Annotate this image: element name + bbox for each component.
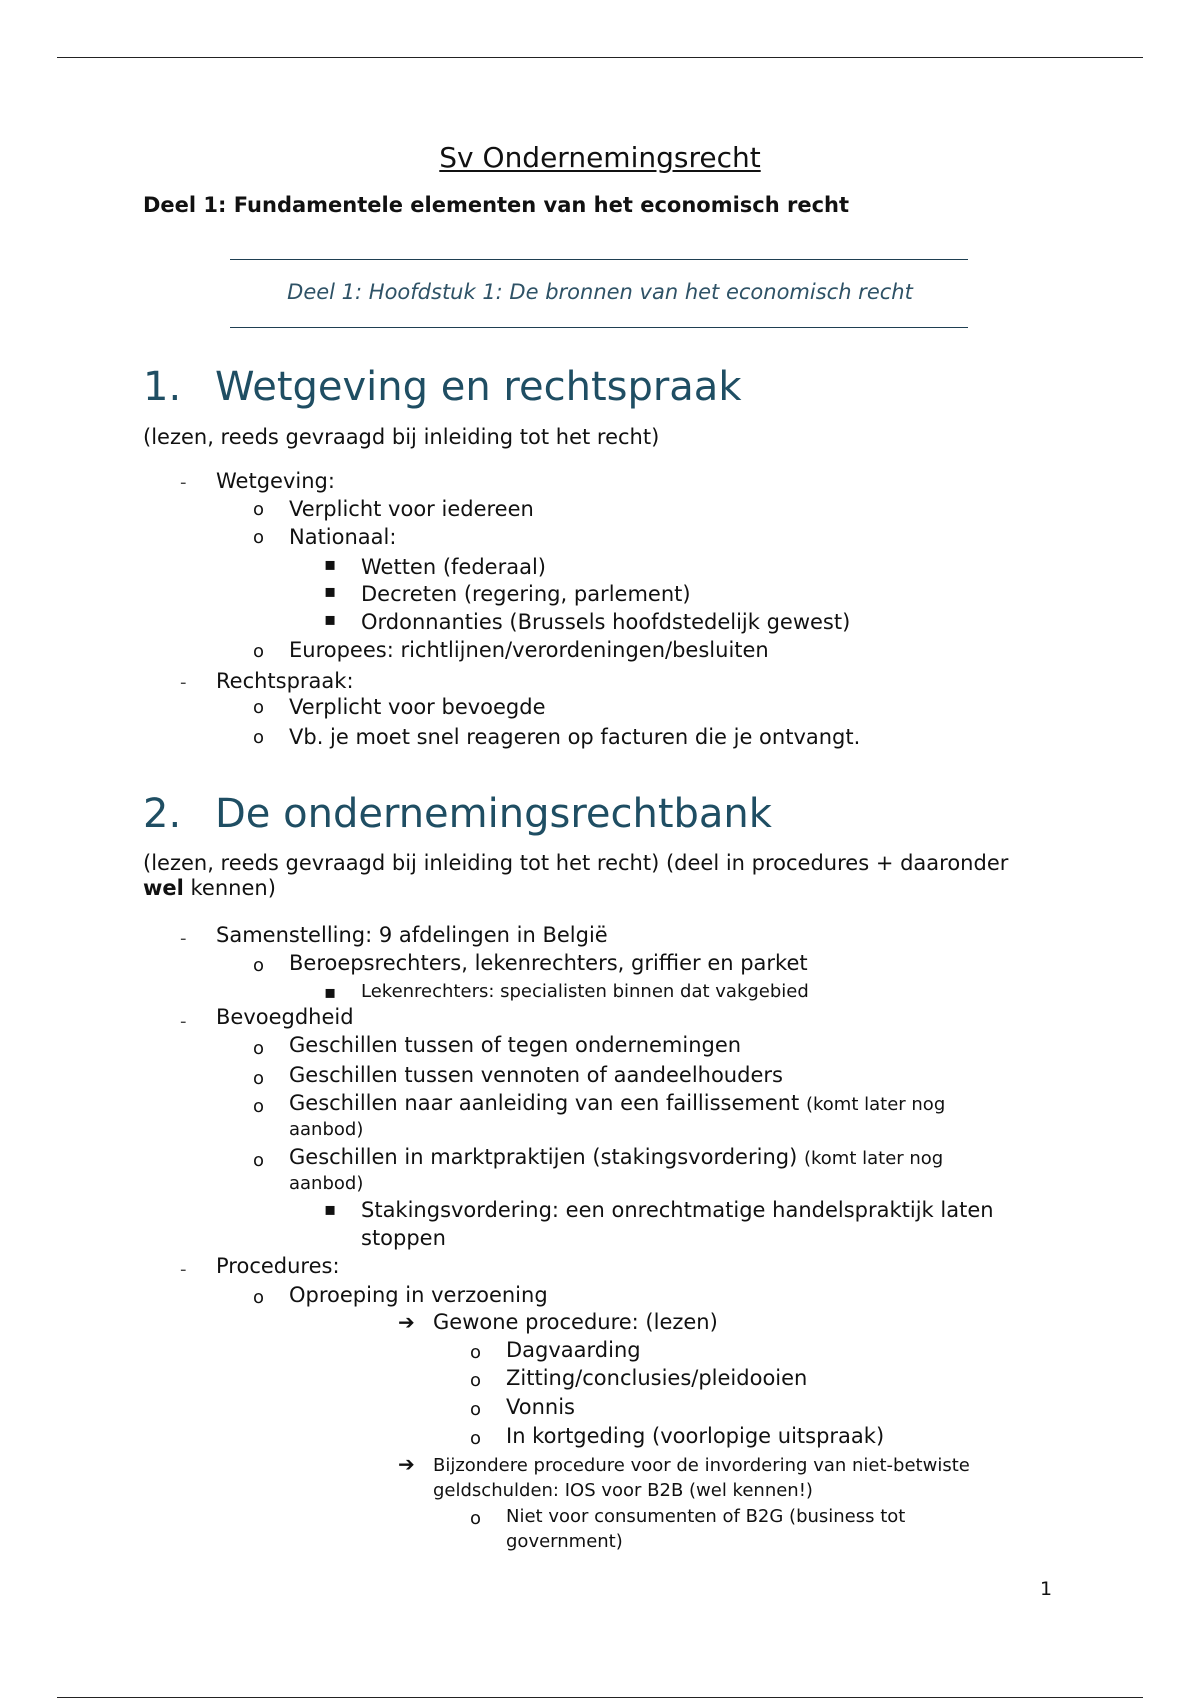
circle-bullet: o [253,1150,265,1171]
circle-bullet: o [253,641,265,662]
list-item-beroeps: Beroepsrechters, lekenrechters, griffier en parket [289,951,808,975]
list-item-niet: Niet voor consumenten of B2G (business tot [506,1506,906,1527]
list-item-gewone: Gewone procedure: (lezen) [433,1310,718,1334]
circle-bullet: o [253,1287,265,1308]
list-item-bevoegde: Verplicht voor bevoegde [289,695,546,719]
list-item-niet-cont: government) [506,1531,623,1552]
section2-heading [143,791,772,837]
list-item-wetgeving: Wetgeving: [216,469,335,493]
list-item-oproeping: Oproeping in verzoening [289,1283,548,1307]
section1-heading [143,364,741,410]
list-item-wetten: Wetten (federaal) [361,555,546,579]
section1-number: 1. [143,364,182,410]
list-item-ordonnanties: Ordonnanties (Brussels hoofdstedelijk gewest) [361,610,851,634]
circle-bullet: o [470,1370,482,1391]
emphasis: wel [143,876,184,900]
footer-rule [57,1697,1143,1698]
circle-bullet: o [253,727,265,748]
square-bullet: ▪ [324,982,337,1003]
circle-bullet: o [253,527,265,548]
g4-note: (komt later nog [803,1148,944,1169]
dash-bullet: - [180,1011,187,1032]
circle-bullet: o [470,1399,482,1420]
arrow-bullet: ➔ [398,1310,415,1334]
circle-bullet: o [253,697,265,718]
dash-bullet: - [180,472,187,493]
circle-bullet: o [470,1428,482,1449]
section2-note-rest: kennen) [183,876,276,900]
page-number: 1 [1040,1578,1053,1600]
list-item-bevoegdheid: Bevoegdheid [216,1005,354,1029]
list-item-g4 [289,1145,943,1169]
list-item-decreten: Decreten (regering, parlement) [361,582,691,606]
section2-note-line2 [143,876,276,900]
square-bullet: ▪ [324,581,337,602]
list-item-g4-cont: aanbod) [289,1173,364,1194]
list-item-procedures: Procedures: [216,1254,340,1278]
list-item-bijzondere-cont: geldschulden: IOS voor B2B (wel kennen!) [433,1480,813,1501]
list-item-staking-cont: stoppen [361,1226,446,1250]
document-title: Sv Ondernemingsrecht [439,141,761,174]
dash-bullet: - [180,672,187,693]
list-item-samenstelling: Samenstelling: 9 afdelingen in België [216,923,608,947]
section2-title: De ondernemingsrechtbank [215,791,772,837]
section2-note: (lezen, reeds gevraagd bij inleiding tot het recht) (deel in procedures + daaronder [143,851,1009,875]
arrow-bullet: ➔ [398,1452,415,1476]
circle-bullet: o [253,1038,265,1059]
circle-bullet: o [470,1508,482,1529]
g3-note: (komt later nog [805,1094,946,1115]
list-item-g3 [289,1091,945,1115]
circle-bullet: o [470,1342,482,1363]
list-item-g1: Geschillen tussen of tegen ondernemingen [289,1033,742,1057]
list-item-kortgeding: In kortgeding (voorlopige uitspraak) [506,1424,885,1448]
list-item-zitting: Zitting/conclusies/pleidooien [506,1366,808,1390]
list-item-bijzondere: Bijzondere procedure voor de invordering van niet-betwiste [433,1455,970,1476]
list-item-nationaal: Nationaal: [289,525,397,549]
chapter-rule-top [230,259,968,260]
list-item-leken: Lekenrechters: specialisten binnen dat vakgebied [361,981,809,1002]
list-item-rechtspraak: Rechtspraak: [216,669,354,693]
g4-text: Geschillen in marktpraktijen (stakingsvordering) [289,1145,798,1169]
circle-bullet: o [253,1096,265,1117]
list-item-verplicht: Verplicht voor iedereen [289,497,534,521]
square-bullet: ▪ [324,554,337,575]
header-rule [57,57,1143,58]
dash-bullet: - [180,928,187,949]
list-item-g3-cont: aanbod) [289,1119,364,1140]
list-item-vonnis: Vonnis [506,1395,575,1419]
section2-number: 2. [143,791,182,837]
list-item-europees: Europees: richtlijnen/verordeningen/besluiten [289,638,769,662]
list-item-staking: Stakingsvordering: een onrechtmatige handelspraktijk laten [361,1198,994,1222]
dash-bullet: - [180,1259,187,1280]
circle-bullet: o [253,955,265,976]
circle-bullet: o [253,1068,265,1089]
chapter-heading: Deel 1: Hoofdstuk 1: De bronnen van het economisch recht [287,280,913,304]
list-item-vb: Vb. je moet snel reageren op facturen die je ontvangt. [289,725,861,749]
list-item-dagvaarding: Dagvaarding [506,1338,641,1362]
square-bullet: ▪ [324,609,337,630]
section1-title: Wetgeving en rechtspraak [215,364,742,410]
square-bullet: ▪ [324,1199,337,1220]
chapter-rule-bottom [230,327,968,328]
part-heading: Deel 1: Fundamentele elementen van het economisch recht [143,193,850,217]
circle-bullet: o [253,499,265,520]
g3-text: Geschillen naar aanleiding van een faillissement [289,1091,800,1115]
section1-note: (lezen, reeds gevraagd bij inleiding tot het recht) [143,425,660,449]
list-item-g2: Geschillen tussen vennoten of aandeelhouders [289,1063,783,1087]
